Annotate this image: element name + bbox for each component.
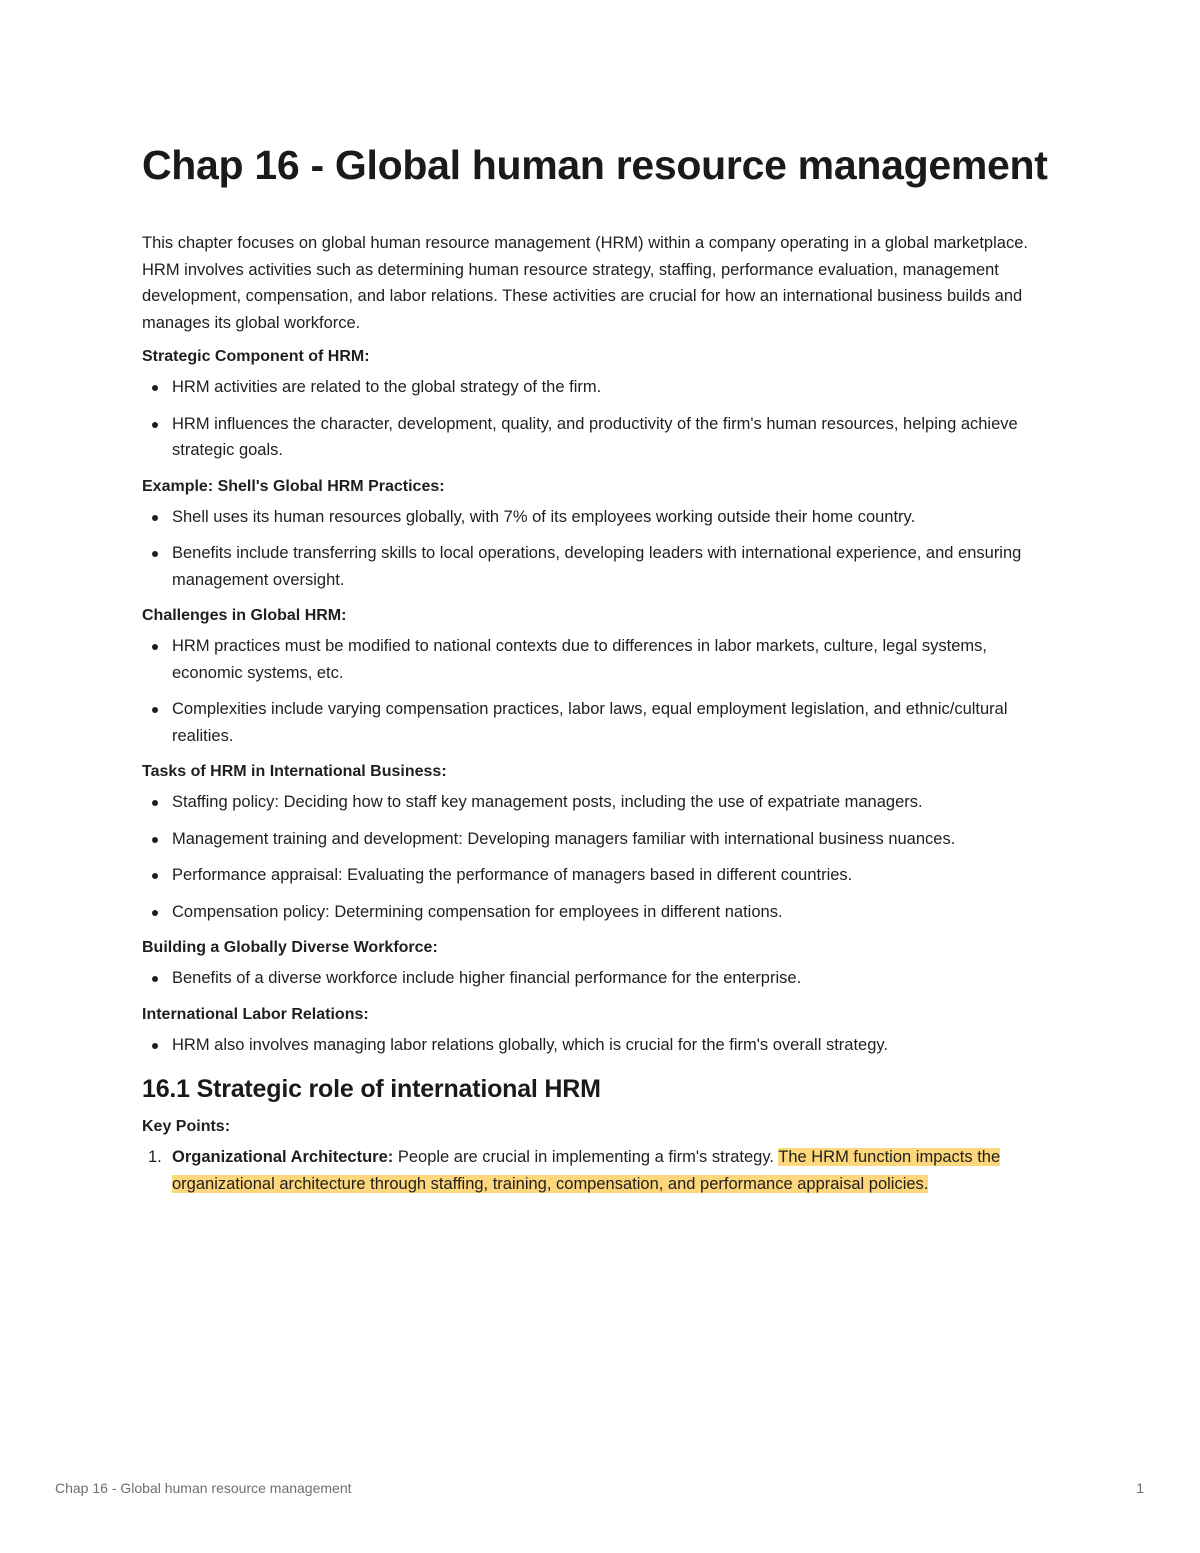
list-item: Compensation policy: Determining compensation for employees in different nations. [142,899,1062,926]
list-item: HRM practices must be modified to national contexts due to differences in labor markets, culture, legal systems, economic systems, etc. [142,633,1062,686]
list-item: Benefits include transferring skills to local operations, developing leaders with international experience, and ensuring management oversight. [142,540,1062,593]
page-number: 1 [1136,1480,1144,1496]
highlighted-text: The HRM function impacts the organizational architecture through staffing, training, compensation, and performance appraisal policies. [172,1148,1001,1193]
document-page [142,138,1062,1198]
subsection-title: 16.1 Strategic role of international HRM [142,1075,601,1103]
page-title: Chap 16 - Global human resource management [142,142,1048,188]
list-diverse [142,965,1062,992]
list-item: Performance appraisal: Evaluating the performance of managers based in different countries. [142,862,1062,889]
list-item: Shell uses its human resources globally, with 7% of its employees working outside their home country. [142,504,1062,531]
key-points-list [142,1144,1062,1198]
intro-paragraph: This chapter focuses on global human resource management (HRM) within a company operating in a global marketplace. HRM involves activities such as determining human resource strategy, staffing, performance evaluation, management development, compensation, and labor relations. These activities are crucial for how an international business builds and manages its global workforce. [142,234,1028,332]
section-heading-challenges: Challenges in Global HRM: [142,607,347,624]
section-heading-strategic: Strategic Component of HRM: [142,348,370,365]
list-number: 1. [148,1148,162,1166]
footer-title: Chap 16 - Global human resource management [55,1480,352,1496]
list-challenges [142,633,1062,749]
numbered-list-item [142,1144,1062,1198]
list-item: Management training and development: Developing managers familiar with international business nuances. [142,826,1062,853]
list-item: Complexities include varying compensation practices, labor laws, equal employment legislation, and ethnic/cultural realities. [142,696,1062,749]
list-strategic [142,374,1062,464]
key-points-label: Key Points: [142,1118,231,1135]
list-shell [142,504,1062,594]
list-item: Staffing policy: Deciding how to staff key management posts, including the use of expatriate managers. [142,789,1062,816]
list-item: HRM influences the character, development, quality, and productivity of the firm's human resources, helping achieve strategic goals. [142,411,1062,464]
list-item: HRM also involves managing labor relations globally, which is crucial for the firm's overall strategy. [142,1032,1062,1059]
list-tasks [142,789,1062,925]
list-item: Benefits of a diverse workforce include higher financial performance for the enterprise. [142,965,1062,992]
section-heading-labor: International Labor Relations: [142,1005,369,1023]
key-point-text: People are crucial in implementing a firm's strategy. [393,1148,779,1166]
section-heading-diverse: Building a Globally Diverse Workforce: [142,939,438,956]
list-item: HRM activities are related to the global strategy of the firm. [142,374,1062,401]
list-labor [142,1032,1062,1059]
key-point-term: Organizational Architecture: [172,1148,394,1166]
section-heading-tasks: Tasks of HRM in International Business: [142,763,447,780]
section-heading-shell: Example: Shell's Global HRM Practices: [142,477,445,495]
